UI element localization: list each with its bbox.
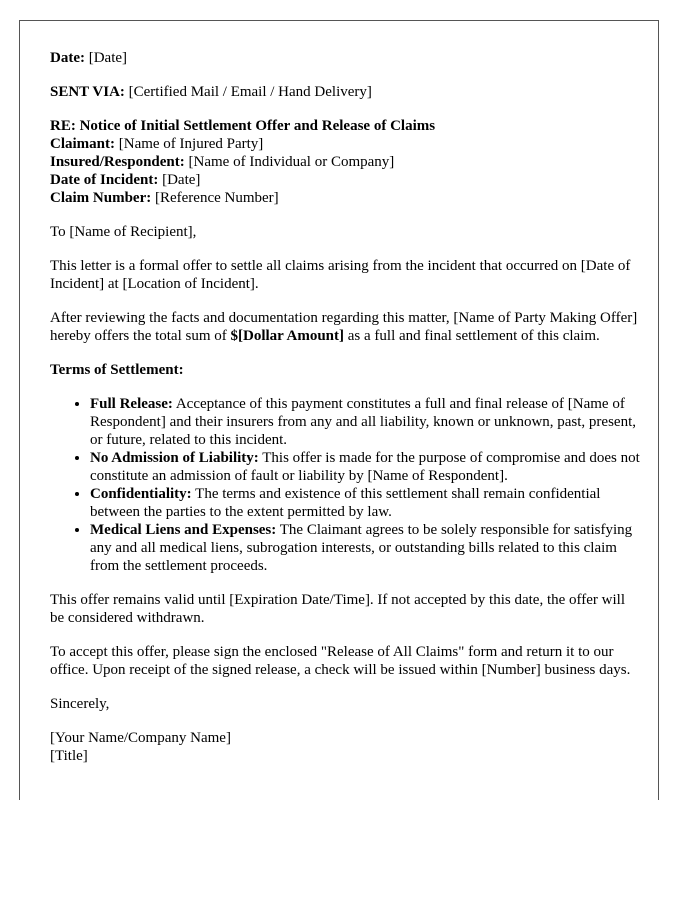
- term-text: Acceptance of this payment constitutes a full and final release of [Name of Respondent] and their insurers from any and all liability, known or unknown, past, present, or future, related to this incident.: [90, 396, 636, 448]
- terms-heading: [50, 361, 640, 379]
- incident-date-label: Date of Incident:: [50, 172, 159, 188]
- amount-paragraph-tail: as a full and final settlement of this claim.: [344, 328, 600, 344]
- re-subject: RE: Notice of Initial Settlement Offer and Release of Claims: [50, 118, 436, 134]
- signature-title: [Title]: [50, 748, 88, 764]
- signature-name: [Your Name/Company Name]: [50, 730, 231, 746]
- term-text: This offer is made for the purpose of compromise and does not constitute an admission of fault or liability by [Name of Respondent].: [90, 450, 640, 484]
- insured-line: [50, 153, 640, 171]
- term-confidentiality: [90, 485, 640, 521]
- incident-date-value: [Date]: [162, 172, 201, 188]
- claimant-value: [Name of Injured Party]: [118, 136, 264, 152]
- date-line: [50, 49, 640, 67]
- incident-date-line: [50, 171, 640, 189]
- term-title: No Admission of Liability:: [90, 450, 259, 466]
- insured-value: [Name of Individual or Company]: [188, 154, 395, 170]
- re-line: [50, 117, 640, 135]
- letter-content: [50, 49, 640, 765]
- sent-via-value: [Certified Mail / Email / Hand Delivery]: [128, 84, 372, 100]
- settlement-amount: $[Dollar Amount]: [230, 328, 344, 344]
- letter-page: [19, 20, 659, 800]
- term-title: Full Release:: [90, 396, 173, 412]
- terms-heading-text: Terms of Settlement:: [50, 362, 184, 378]
- validity-paragraph: This offer remains valid until [Expiration Date/Time]. If not accepted by this date, the offer will be considered withdrawn.: [50, 592, 625, 626]
- term-title: Confidentiality:: [90, 486, 192, 502]
- terms-list: [50, 395, 640, 575]
- date-value: [Date]: [88, 50, 128, 66]
- sent-via-line: [50, 83, 640, 101]
- claim-number-value: [Reference Number]: [155, 190, 279, 206]
- term-no-admission: [90, 449, 640, 485]
- claim-number-label: Claim Number:: [50, 190, 152, 206]
- sent-via-label: SENT VIA:: [50, 84, 125, 100]
- term-full-release: [90, 395, 640, 449]
- re-block: [50, 117, 640, 207]
- term-text: The terms and existence of this settlement shall remain confidential between the parties to the extent permitted by law.: [90, 486, 601, 520]
- salutation: To [Name of Recipient],: [50, 224, 197, 240]
- term-medical-liens: [90, 521, 640, 575]
- term-text: The Claimant agrees to be solely responsible for satisfying any and all medical liens, subrogation interests, or outstanding bills related to this claim from the settlement proceeds.: [90, 522, 633, 574]
- claimant-line: [50, 135, 640, 153]
- claimant-label: Claimant:: [50, 136, 115, 152]
- date-label: Date:: [50, 50, 85, 66]
- amount-paragraph: [50, 309, 640, 345]
- claim-number-line: [50, 189, 640, 207]
- signature-block: [50, 729, 640, 765]
- offer-paragraph: This letter is a formal offer to settle all claims arising from the incident that occurred on [Date of Incident] at [Location of Incident].: [50, 258, 631, 292]
- term-title: Medical Liens and Expenses:: [90, 522, 277, 538]
- acceptance-paragraph: To accept this offer, please sign the enclosed "Release of All Claims" form and return it to our office. Upon receipt of the signed release, a check will be issued within [Number] business days.: [50, 644, 631, 678]
- insured-label: Insured/Respondent:: [50, 154, 185, 170]
- closing: Sincerely,: [50, 696, 110, 712]
- amount-paragraph-lead: After reviewing the facts and documentation regarding this matter, [Name of Party Making Offer] hereby offers the total sum of: [50, 310, 638, 344]
